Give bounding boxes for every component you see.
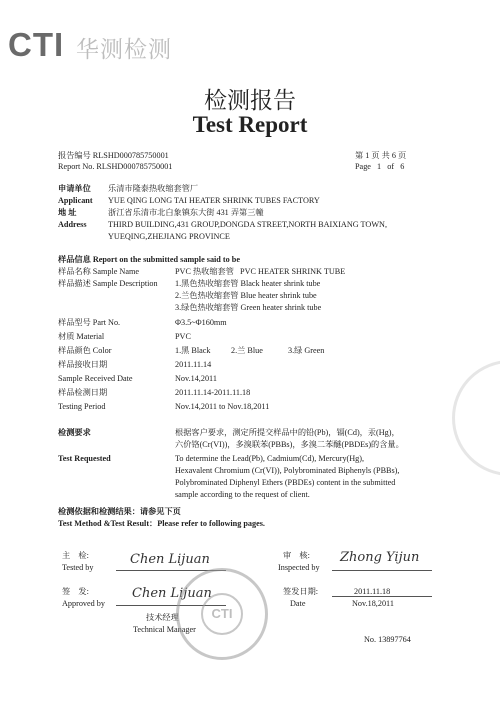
requirements-label-cn: 检测要求: [58, 428, 91, 437]
issue-date-label-cn: 签发日期:: [283, 587, 319, 596]
color-value-1: 1.黑 Black: [175, 346, 211, 355]
manager-title-cn: 技术经理: [146, 613, 179, 622]
inspected-by-en: Inspected by: [278, 563, 320, 572]
method-cn: 检测依据和检测结果：请参见下页: [58, 507, 181, 516]
page-en: Page 1 of 6: [355, 162, 405, 171]
company-logo-cn: 华测检测: [76, 37, 172, 63]
material-label: 材质 Material: [58, 332, 105, 341]
sample-heading-cn: 样品信息: [58, 255, 91, 264]
address-label-cn: 地 址: [58, 208, 77, 217]
sample-desc-label: 样品描述 Sample Description: [58, 279, 158, 288]
requirements-en-line-1: To determine the Lead(Pb), Cadmium(Cd), Mercury(Hg),: [175, 454, 365, 463]
requirements-en-line-2: Hexavalent Chromium (Cr(VI)), Polybrominated Biphenyls (PBBs),: [175, 466, 400, 475]
received-date-cn-label: 样品接收日期: [58, 360, 108, 369]
part-no-value: Φ3.5~Φ160mm: [175, 318, 227, 327]
applicant-label-en: Applicant: [58, 196, 93, 205]
company-seal-icon: [176, 568, 268, 660]
material-value: PVC: [175, 332, 191, 341]
testing-period-label: Testing Period: [58, 402, 106, 411]
requirements-en-line-4: sample according to the request of client.: [175, 490, 310, 499]
page-cn: 第 1 页 共 6 页: [355, 151, 407, 160]
requirements-cn-line-2: 六价铬(Cr(VI))，多溴联苯(PBBs)，多溴二苯醚(PBDEs)的含量。: [175, 440, 404, 449]
report-no-en: Report No. RLSHD000785750001: [58, 162, 173, 171]
address-cn: 浙江省乐清市北白象镇东大街 431 弄第三幢: [108, 208, 264, 217]
received-date-en-value: Nov.14,2011: [175, 374, 217, 383]
report-no-cn: 报告编号 RLSHD000785750001: [58, 151, 169, 160]
inspected-by-signature: Zhong Yijun: [340, 550, 420, 565]
received-date-en-label: Sample Received Date: [58, 374, 133, 383]
approved-by-cn: 签 发:: [62, 587, 89, 596]
issue-date-line: [332, 596, 432, 597]
address-en-line-2: YUEQING,ZHEJIANG PROVINCE: [108, 232, 230, 241]
testing-date-cn-value: 2011.11.14-2011.11.18: [175, 388, 251, 397]
approved-by-en: Approved by: [62, 599, 105, 608]
issue-date-en: Nov.18,2011: [352, 599, 394, 608]
color-value-2: 2.兰 Blue: [231, 346, 263, 355]
requirements-label-en: Test Requested: [58, 454, 111, 463]
tested-by-en: Tested by: [62, 563, 94, 572]
method-en: Test Method &Test Result：Please refer to following pages.: [58, 519, 265, 528]
address-label-en: Address: [58, 220, 87, 229]
color-label: 样品颜色 Color: [58, 346, 112, 355]
tested-by-cn: 主 检:: [62, 551, 89, 560]
approved-by-signature: Chen Lijuan: [132, 586, 212, 601]
sample-desc-3: 3.绿色热收缩套管 Green heater shrink tube: [175, 303, 322, 312]
inspected-by-cn: 审 核:: [283, 551, 310, 560]
part-no-label: 样品型号 Part No.: [58, 318, 121, 327]
received-date-cn-value: 2011.11.14: [175, 360, 212, 369]
title-cn: 检测报告: [204, 88, 296, 114]
company-seal-text: CTI: [201, 593, 243, 635]
requirements-cn-line-1: 根据客户要求，测定所提交样品中的铅(Pb)，镉(Cd)，汞(Hg)，: [175, 428, 400, 437]
testing-date-cn-label: 样品检测日期: [58, 388, 108, 397]
issue-date-label-en: Date: [290, 599, 306, 608]
applicant-name-cn: 乐清市隆泰热收缩套管厂: [108, 184, 199, 193]
applicant-name-en: YUE QING LONG TAI HEATER SHRINK TUBES FACTORY: [108, 196, 320, 205]
document-number: No. 13897764: [364, 635, 411, 644]
testing-seal-icon: [452, 360, 500, 476]
title-en: Test Report: [192, 112, 308, 137]
address-en-line-1: THIRD BUILDING,431 GROUP,DONGDA STREET,NORTH BAIXIANG TOWN,: [108, 220, 388, 229]
issue-date-cn: 2011.11.18: [354, 587, 391, 596]
sample-name-label: 样品名称 Sample Name: [58, 267, 139, 276]
sample-heading-en: Report on the submitted sample said to be: [92, 255, 240, 264]
manager-title-en: Technical Manager: [133, 625, 196, 634]
company-logo: CTI: [8, 26, 65, 63]
sample-desc-2: 2.兰色热收缩套管 Blue heater shrink tube: [175, 291, 317, 300]
sample-heading: [58, 254, 240, 265]
tested-by-signature: Chen Lijuan: [130, 552, 210, 567]
inspected-by-line: [332, 570, 432, 571]
sample-name-value: PVC 热收缩套管 PVC HEATER SHRINK TUBE: [175, 267, 346, 276]
testing-period-value: Nov.14,2011 to Nov.18,2011: [175, 402, 270, 411]
sample-desc-1: 1.黑色热收缩套管 Black heater shrink tube: [175, 279, 321, 288]
applicant-label-cn: 申请单位: [58, 184, 91, 193]
color-value-3: 3.绿 Green: [288, 346, 325, 355]
requirements-en-line-3: Polybrominated Diphenyl Ethers (PBDEs) content in the submitted: [175, 478, 396, 487]
